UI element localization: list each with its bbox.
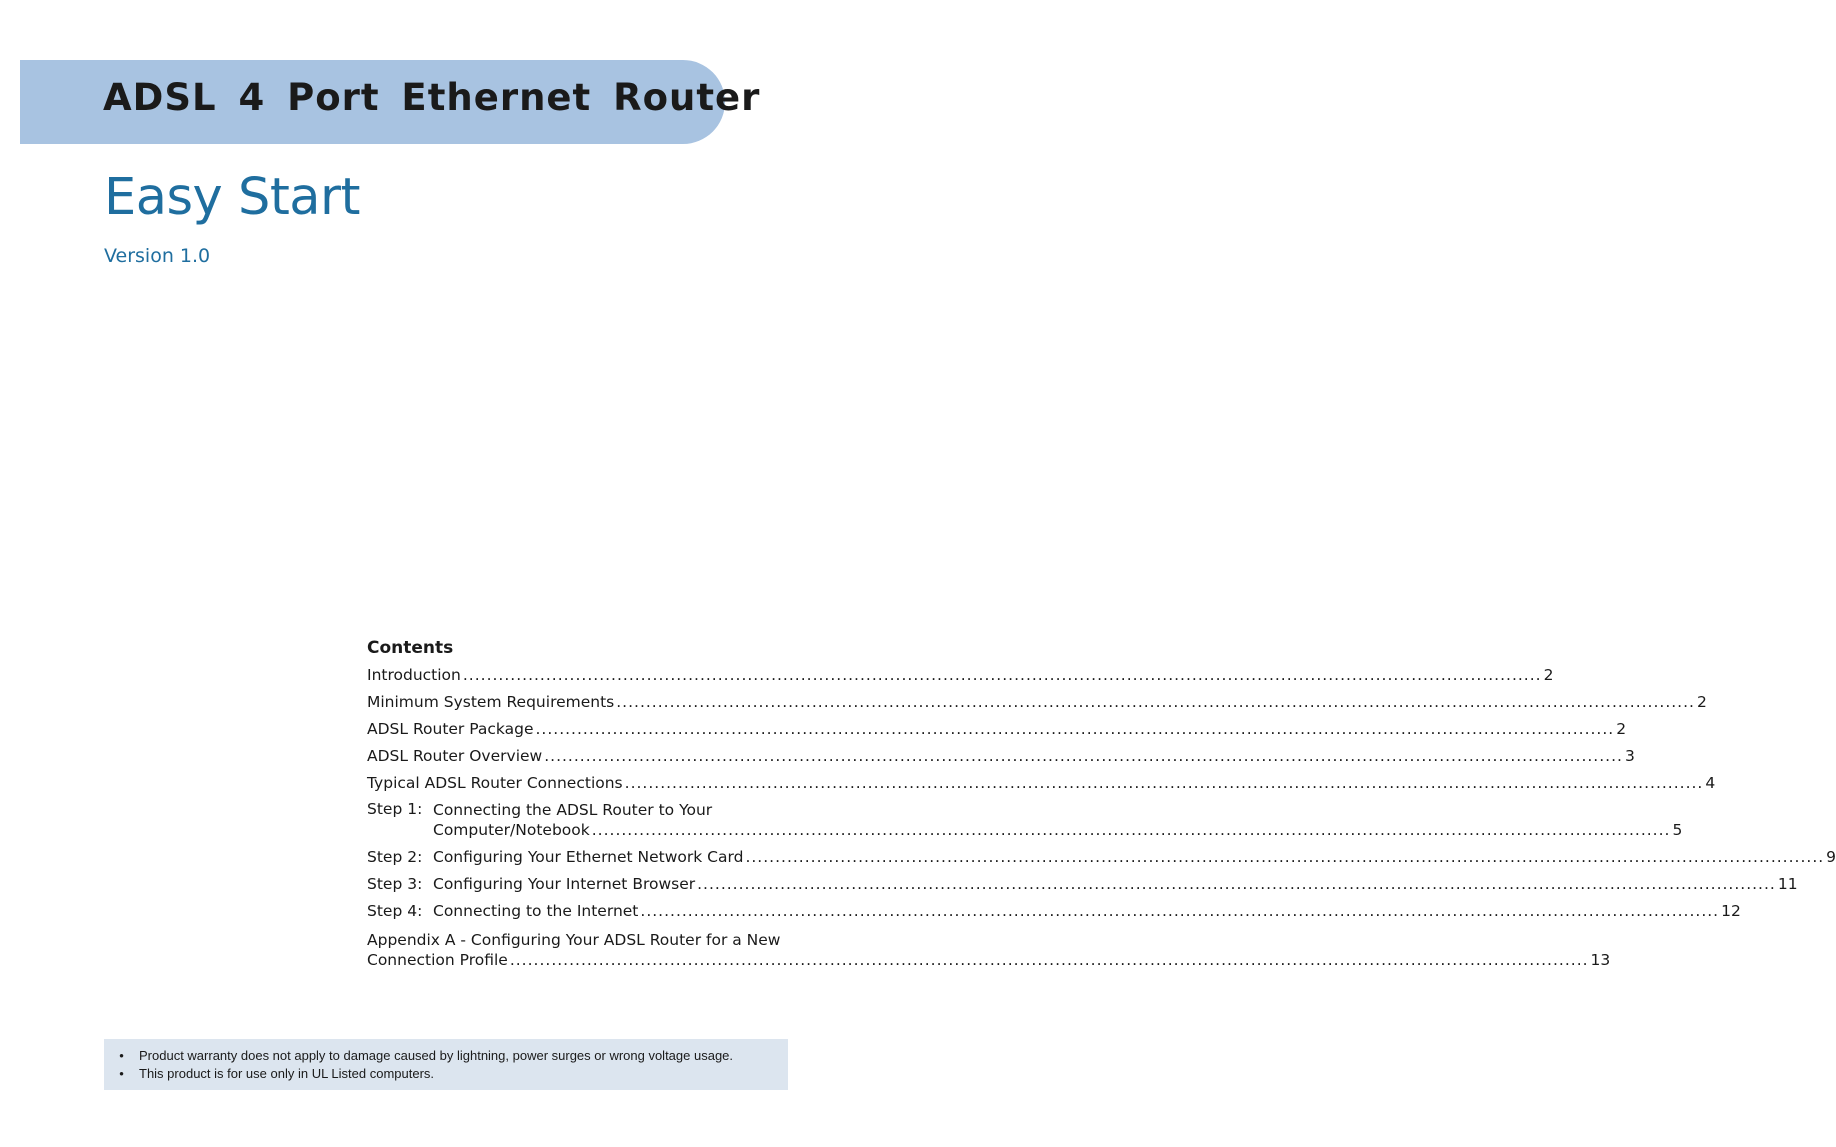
toc-step-item [367,901,1741,928]
notice-item [104,1047,788,1065]
toc-item-title: Appendix A - Configuring Your ADSL Router for a New [367,931,781,949]
toc-item-page: 2 [1543,666,1554,684]
bullet-icon: • [119,1066,124,1081]
toc-leader [625,773,1704,793]
toc-item [367,773,1716,800]
toc-item [367,746,1635,773]
toc-item-page: 4 [1705,774,1716,792]
toc-item-title: ADSL Router Package [367,720,534,738]
toc-step-item [367,800,1683,840]
toc-item-title: Introduction [367,666,461,684]
toc-item-title: Typical ADSL Router Connections [367,774,623,792]
version-label: Version 1.0 [104,245,211,267]
toc-item [367,692,1707,719]
toc-item-title: Configuring Your Ethernet Network Card [433,848,744,866]
toc-item-page: 9 [1826,848,1836,866]
toc-step-item [367,847,1836,874]
toc-leader [592,820,1671,840]
toc-step-item [367,874,1798,901]
toc-item-page: 5 [1672,821,1683,839]
notice-text: Product warranty does not apply to damage caused by lightning, power surges or wrong voltage usage. [139,1048,734,1063]
toc-leader [640,901,1719,921]
bullet-icon: • [119,1048,124,1063]
toc-leader [510,950,1589,970]
toc-item-title: ADSL Router Overview [367,747,543,765]
toc-item-title: Configuring Your Internet Browser [433,875,696,893]
toc-item-page: 2 [1696,693,1707,711]
toc-item [367,719,1627,746]
toc-item-page: 3 [1624,747,1635,765]
toc-item-title-cont: Computer/Notebook [433,821,590,839]
toc-leader [697,874,1776,894]
toc-step-label: Step 4: [367,902,423,920]
notice-item [104,1065,788,1083]
toc-item-page: 11 [1777,875,1798,893]
product-title: ADSL 4 Port Ethernet Router [103,76,761,119]
toc-step-label: Step 1: [367,800,423,818]
contents-heading: Contents [367,638,454,658]
toc-leader [745,847,1824,867]
toc-appendix-item [367,930,1611,970]
toc-item-page: 2 [1616,720,1627,738]
toc-step-label: Step 3: [367,875,423,893]
toc-item-title: Connecting the ADSL Router to Your [433,801,713,819]
notice-box [104,1039,788,1090]
toc-item-title-cont: Connection Profile [367,951,508,969]
toc-leader [535,719,1614,739]
toc-leader [544,746,1623,766]
notice-text: This product is for use only in UL Listed computers. [139,1066,435,1081]
table-of-contents [367,637,1836,977]
toc-item [367,665,1554,692]
toc-leader [616,692,1695,712]
toc-item-page: 13 [1590,951,1611,969]
toc-step-label: Step 2: [367,848,423,866]
toc-item-page: 12 [1721,902,1741,920]
toc-item-title: Minimum System Requirements [367,693,615,711]
document-title: Easy Start [104,168,361,227]
toc-leader [463,665,1542,685]
toc-item-title: Connecting to the Internet [433,902,639,920]
